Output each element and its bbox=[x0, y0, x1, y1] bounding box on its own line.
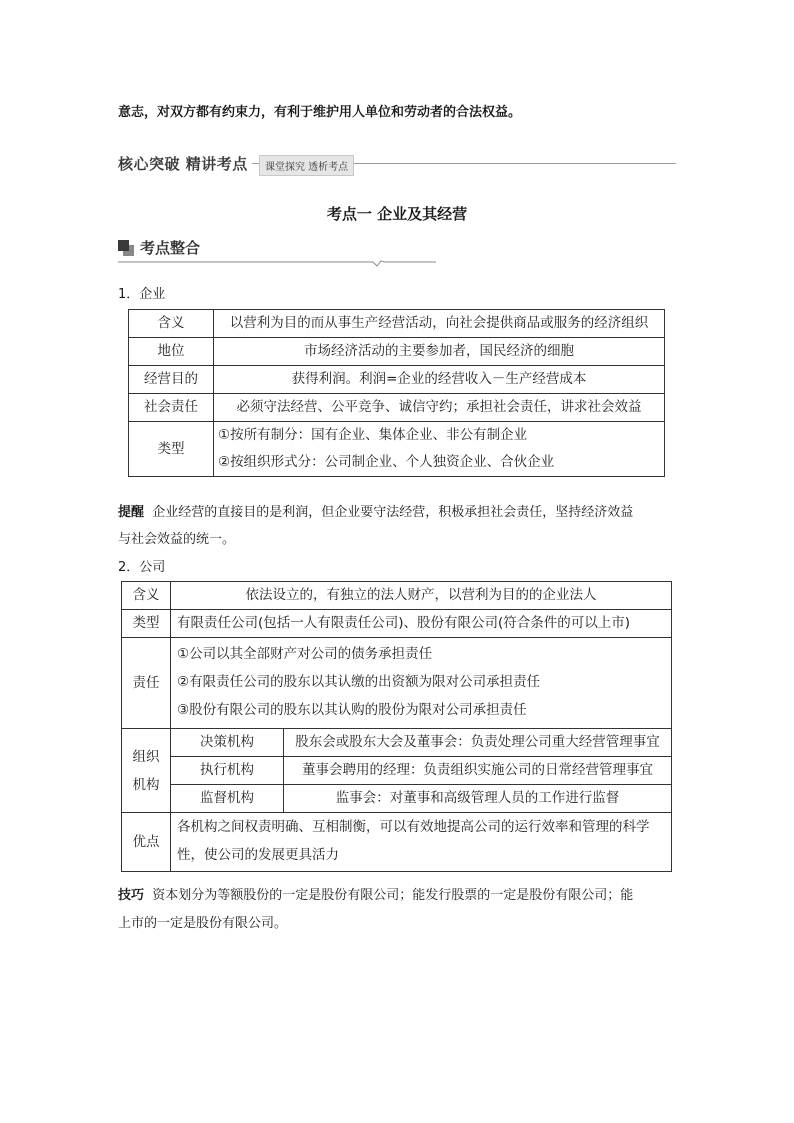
table-head-cell: 地位 bbox=[129, 338, 214, 366]
table-row bbox=[129, 366, 665, 394]
org-head-line: 组织 bbox=[132, 748, 160, 765]
table-value-cell: 依法设立的，有独立的法人财产，以营利为目的的企业法人 bbox=[171, 582, 672, 610]
table-row bbox=[122, 582, 672, 610]
table-value-cell bbox=[171, 638, 672, 729]
table-value-cell: 有限责任公司(包括一人有限责任公司)、股份有限公司(符合条件的可以上市) bbox=[171, 610, 672, 638]
page-title: 考点一 企业及其经营 bbox=[326, 205, 468, 223]
tip-reminder-label: 提醒 bbox=[118, 505, 145, 520]
type-line: ①按所有制分：国有企业、集体企业、非公有制企业 bbox=[218, 427, 528, 443]
tip-reminder-line1 bbox=[118, 501, 633, 520]
table-row bbox=[129, 338, 665, 366]
banner-title: 核心突破 精讲考点 bbox=[118, 153, 252, 174]
duty-line: ②有限责任公司的股东以其认缴的出资额为限对公司承担责任 bbox=[177, 674, 541, 690]
table-value-cell: 必须守法经营、公平竞争、诚信守约；承担社会责任，讲求社会效益 bbox=[214, 394, 665, 422]
table-value-cell bbox=[171, 813, 672, 872]
item-heading-company: 2．公司 bbox=[118, 560, 166, 575]
merit-line: 性，使公司的发展更具活力 bbox=[177, 847, 339, 863]
table-value-cell: 市场经济活动的主要参加者，国民经济的细胞 bbox=[214, 338, 665, 366]
table-row bbox=[122, 638, 672, 729]
table-value-cell bbox=[214, 422, 665, 477]
table-value-cell: 以营利为目的而从事生产经营活动，向社会提供商品或服务的经济组织 bbox=[214, 310, 665, 338]
table-head-cell: 责任 bbox=[122, 638, 171, 729]
type-line: ②按组织形式分：公司制企业、个人独资企业、合伙企业 bbox=[218, 454, 555, 470]
enterprise-table bbox=[128, 309, 665, 477]
table-row bbox=[122, 757, 672, 785]
table-head-cell: 含义 bbox=[129, 310, 214, 338]
table-head-cell bbox=[122, 729, 171, 813]
tip-reminder-text: 企业经营的直接目的是利润，但企业要守法经营，积极承担社会责任，坚持经济效益 bbox=[152, 505, 634, 520]
org-value-cell: 监事会：对董事和高级管理人员的工作进行监督 bbox=[284, 785, 672, 813]
top-text: 意志，对双方都有约束力，有利于维护用人单位和劳动者的合法权益。 bbox=[118, 105, 522, 120]
tip-skill-label: 技巧 bbox=[118, 888, 145, 903]
duty-line: ③股份有限公司的股东以其认购的股份为限对公司承担责任 bbox=[177, 702, 527, 718]
duty-line: ①公司以其全部财产对公司的债务承担责任 bbox=[177, 646, 433, 662]
table-row bbox=[129, 310, 665, 338]
org-value-cell: 董事会聘用的经理：负责组织实施公司的日常经营管理事宜 bbox=[284, 757, 672, 785]
org-name-cell: 监督机构 bbox=[171, 785, 284, 813]
table-head-cell: 经营目的 bbox=[129, 366, 214, 394]
tip-skill-line2: 上市的一定是股份有限公司。 bbox=[118, 916, 288, 931]
table-head-cell: 类型 bbox=[122, 610, 171, 638]
tip-skill-text: 资本划分为等额股份的一定是股份有限公司；能发行股票的一定是股份有限公司；能 bbox=[152, 888, 634, 903]
table-head-cell: 含义 bbox=[122, 582, 171, 610]
table-head-cell: 类型 bbox=[129, 422, 214, 477]
merit-line: 各机构之间权责明确、互相制衡，可以有效地提高公司的运行效率和管理的科学 bbox=[177, 819, 650, 835]
table-row bbox=[122, 729, 672, 757]
company-table bbox=[121, 581, 672, 872]
table-row bbox=[129, 422, 665, 477]
table-row bbox=[129, 394, 665, 422]
section-underline bbox=[118, 260, 436, 268]
org-name-cell: 执行机构 bbox=[171, 757, 284, 785]
table-row bbox=[122, 785, 672, 813]
banner-subtitle: 课堂探究 透析考点 bbox=[259, 155, 354, 176]
item-heading-enterprise: 1．企业 bbox=[118, 287, 166, 302]
section-header bbox=[118, 237, 200, 258]
org-name-cell: 决策机构 bbox=[171, 729, 284, 757]
section-title: 考点整合 bbox=[140, 239, 201, 257]
table-row bbox=[122, 610, 672, 638]
org-value-cell: 股东会或股东大会及董事会：负责处理公司重大经营管理事宜 bbox=[284, 729, 672, 757]
table-head-cell: 社会责任 bbox=[129, 394, 214, 422]
section-square-icon bbox=[118, 240, 134, 256]
table-row bbox=[122, 813, 672, 872]
table-value-cell: 获得利润。利润=企业的经营收入－生产经营成本 bbox=[214, 366, 665, 394]
table-head-cell: 优点 bbox=[122, 813, 171, 872]
tip-reminder-line2: 与社会效益的统一。 bbox=[118, 532, 236, 547]
tip-skill-line1 bbox=[118, 884, 633, 903]
org-head-line: 机构 bbox=[132, 776, 160, 793]
